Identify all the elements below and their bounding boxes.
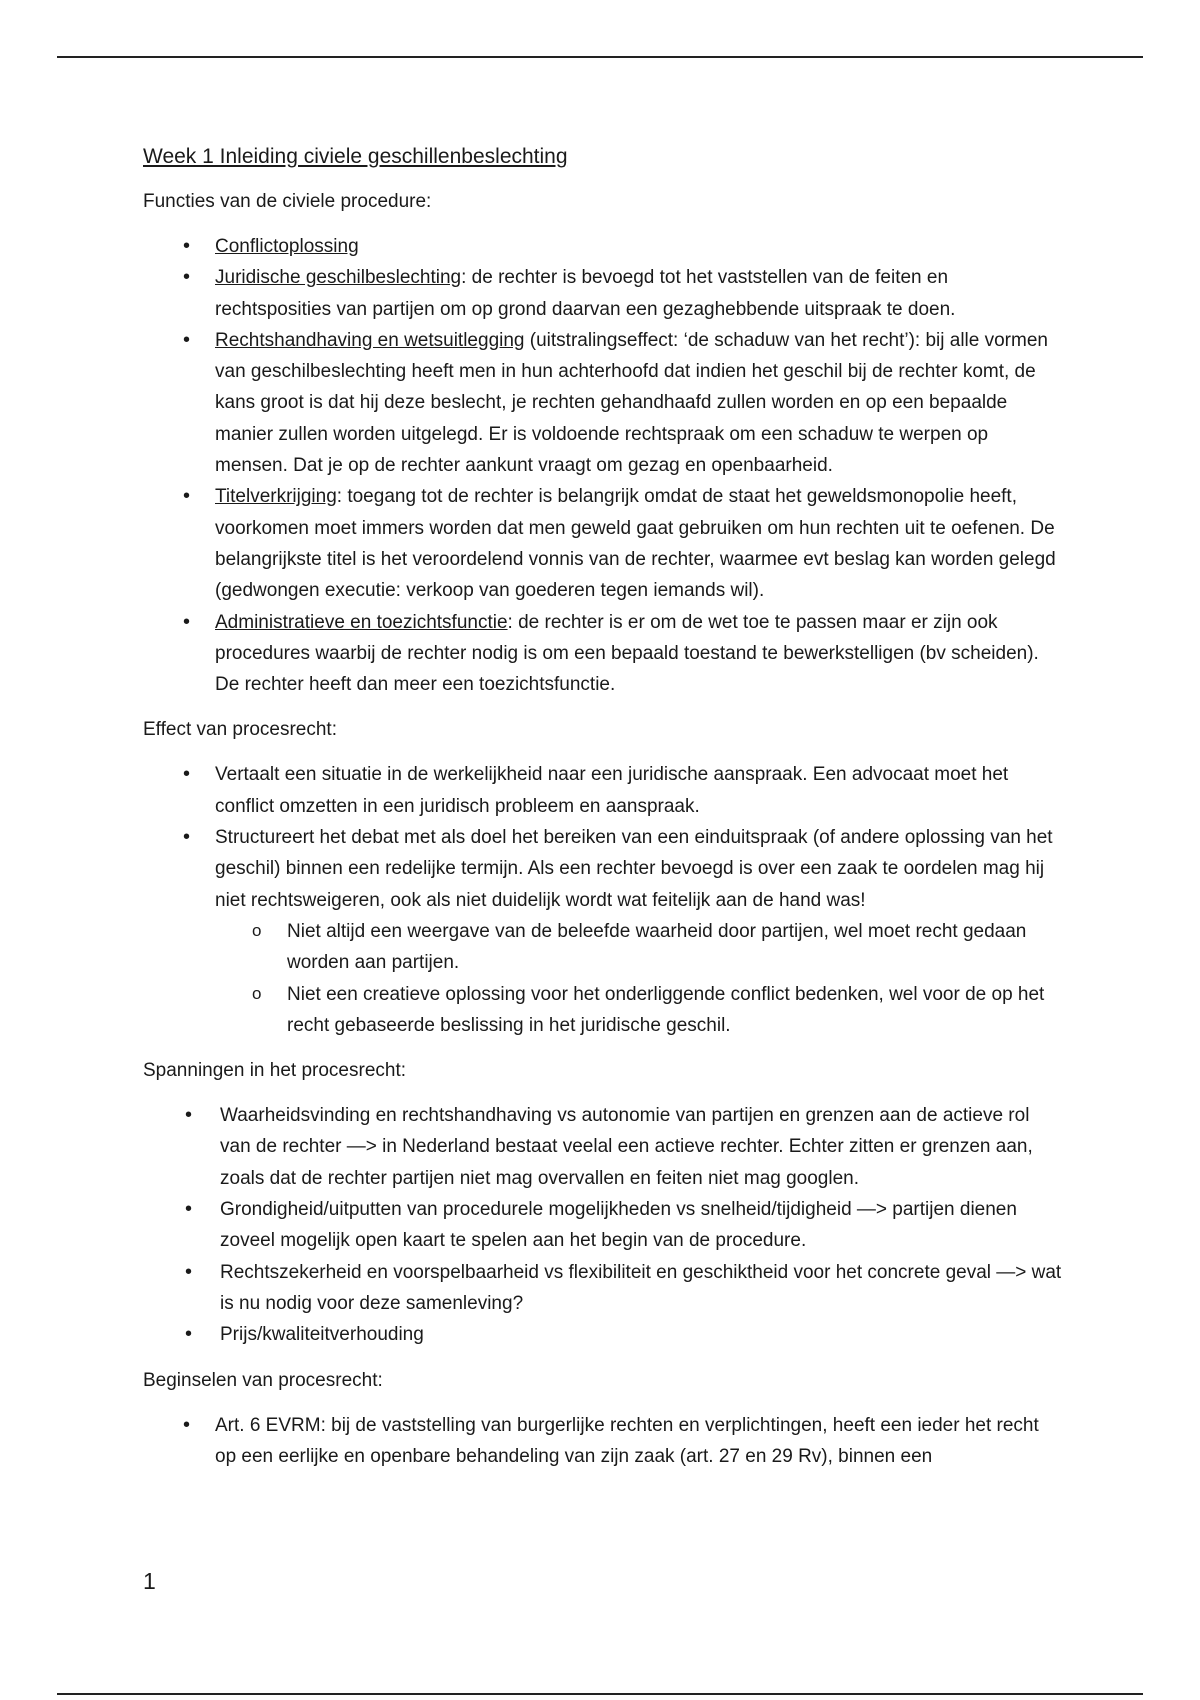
section-heading-functies: Functies van de civiele procedure: bbox=[143, 191, 432, 212]
functies-list bbox=[143, 231, 1063, 700]
list-item: • Rechtszekerheid en voorspelbaarheid vs flexibiliteit en geschiktheid voor het concrete geval —> wat is nu nodig voor deze samenleving? bbox=[143, 1257, 1063, 1320]
list-item-term: Rechtshandhaving en wetsuitlegging bbox=[215, 329, 525, 351]
list-item: • Art. 6 EVRM: bij de vaststelling van burgerlijke rechten en verplichtingen, heeft een ieder het recht op een eerlijke en openbare behandeling van zijn zaak (art. 27 en 29 Rv), binnen een bbox=[143, 1410, 1063, 1473]
list-item-term: Administratieve en toezichtsfunctie bbox=[215, 611, 508, 633]
list-item: • Prijs/kwaliteitverhouding bbox=[143, 1319, 1063, 1350]
document-title: Week 1 Inleiding civiele geschillenbeslechting bbox=[143, 145, 568, 168]
section-heading-spanningen: Spanningen in het procesrecht: bbox=[143, 1060, 407, 1082]
spanningen-list bbox=[143, 1100, 1063, 1350]
list-item-text: : de rechter is er om de wet toe te passen maar er zijn ook procedures waarbij de rechter nodig is om een bepaald toestand te bewerkstelligen (bv scheiden). De rechter heeft dan meer een toezichtsfunctie. bbox=[215, 611, 1039, 696]
effect-list bbox=[143, 759, 1063, 1041]
page-number: 1 bbox=[143, 1568, 156, 1594]
list-item bbox=[143, 822, 1063, 1041]
sub-list-item: o Niet een creatieve oplossing voor het onderliggende conflict bedenken, wel voor de op het recht gebaseerde beslissing in het juridische geschil. bbox=[215, 979, 1063, 1042]
document-page bbox=[143, 142, 1063, 1486]
list-item-term: Conflictoplossing bbox=[215, 236, 359, 257]
list-item bbox=[143, 325, 1063, 481]
list-item-text: (uitstralingseffect: ‘de schaduw van het recht’): bij alle vormen van geschilbeslechting heeft men in hun achterhoofd dat indien het geschil bij de rechter komt, de kans groot is dat hij deze beslecht, je rechten gehandhaafd zullen worden en op een bepaalde manier zullen worden uitgelegd. Er is voldoende rechtspraak om een schaduw te werpen op mensen. Dat je op de rechter aankunt vraagt om gezag en openbaarheid. bbox=[215, 329, 1048, 477]
list-item bbox=[143, 481, 1063, 606]
effect-sublist bbox=[215, 916, 1063, 1041]
list-item-text: : toegang tot de rechter is belangrijk omdat de staat het geweldsmonopolie heeft, voorkomen moet immers worden dat men geweld gaat gebruiken om hun rechten uit te oefenen. De belangrijkste titel is het veroordelend vonnis van de rechter, waarmee evt beslag kan worden gelegd (gedwongen executie: verkoop van goederen tegen iemands wil). bbox=[215, 486, 1056, 602]
sub-list-item: o Niet altijd een weergave van de beleefde waarheid door partijen, wel moet recht gedaan worden aan partijen. bbox=[215, 916, 1063, 979]
section-heading-beginselen: Beginselen van procesrecht: bbox=[143, 1369, 383, 1391]
list-item: • Waarheidsvinding en rechtshandhaving vs autonomie van partijen en grenzen aan de actieve rol van de rechter —> in Nederland bestaat veelal een actieve rechter. Echter zitten er grenzen aan, zoals dat de rechter partijen niet mag overvallen en feiten niet mag googlen. bbox=[143, 1100, 1063, 1194]
beginselen-list bbox=[143, 1410, 1063, 1473]
footer-rule bbox=[57, 1693, 1143, 1695]
list-item bbox=[143, 607, 1063, 701]
list-item-text: Structureert het debat met als doel het bereiken van een einduitspraak (of andere oplossing van het geschil) binnen een redelijke termijn. Als een rechter bevoegd is over een zaak te oordelen mag hij niet rechtsweigeren, ook als niet duidelijk wordt wat feitelijk aan de hand was! bbox=[215, 827, 1053, 911]
list-item: • Vertaalt een situatie in de werkelijkheid naar een juridische aanspraak. Een advocaat moet het conflict omzetten in een juridisch probleem en aanspraak. bbox=[143, 759, 1063, 822]
section-heading-effect: Effect van procesrecht: bbox=[143, 719, 337, 741]
list-item bbox=[143, 262, 1063, 325]
list-item-term: Juridische geschilbeslechting bbox=[215, 267, 462, 289]
list-item-text: : de rechter is bevoegd tot het vaststellen van de feiten en rechtsposities van partijen om op grond daarvan een gezaghebbende uitspraak te doen. bbox=[215, 267, 956, 320]
list-item bbox=[143, 231, 1063, 262]
list-item-term: Titelverkrijging bbox=[215, 486, 337, 508]
header-rule bbox=[57, 56, 1143, 58]
list-item: • Grondigheid/uitputten van procedurele mogelijkheden vs snelheid/tijdigheid —> partijen dienen zoveel mogelijk open kaart te spelen aan het begin van de procedure. bbox=[143, 1194, 1063, 1257]
